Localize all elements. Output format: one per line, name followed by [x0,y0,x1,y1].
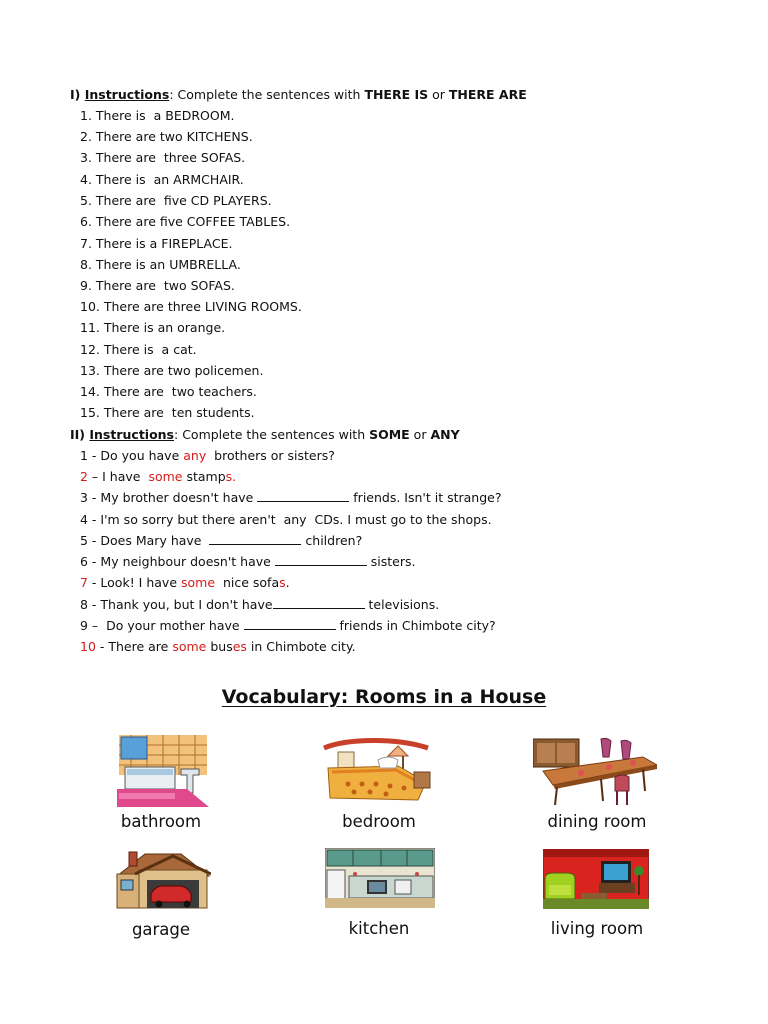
answer-blank[interactable] [275,554,367,566]
sentence-text: friends in Chimbote city? [335,618,496,633]
sentence-text: 3 - My brother doesn't have [80,490,258,505]
list-item [80,575,290,591]
room-label-kitchen: kitchen [348,919,410,938]
section-2-prefix: II) [70,427,90,442]
list-item: 6. There are five COFFEE TABLES. [80,214,291,229]
list-item: 12. There is a cat. [80,342,197,357]
answer-blank[interactable] [209,533,301,545]
list-item: 1. There is a BEDROOM. [80,108,235,123]
sentence-text: 1 - Do you have [80,448,184,463]
section-1-or: or [428,87,449,102]
list-item [80,639,356,655]
section-2-keyword-1: SOME [369,427,410,442]
sentence-text: televisions. [364,597,440,612]
section-1-label: Instructions [84,87,170,102]
list-item: 14. There are two teachers. [80,384,257,399]
answer-text: some [148,469,183,484]
list-item [80,554,416,570]
sentence-text: 8 - Thank you, but I don't have [80,597,273,612]
answer-text: any [183,448,207,463]
list-item [80,597,439,613]
sentence-text: sisters. [366,554,416,569]
answer-text: s. [225,469,237,484]
answer-blank[interactable] [273,597,365,609]
section-2-label: Instructions [89,427,175,442]
list-item: 13. There are two policemen. [80,363,264,378]
list-item [80,512,492,528]
list-item [80,618,496,634]
sentence-text: friends. Isn't it strange? [349,490,502,505]
room-label-bedroom: bedroom [342,812,416,831]
list-item: 5. There are five CD PLAYERS. [80,193,272,208]
garage-illustration [115,848,211,910]
section-2-keyword-2: ANY [430,427,460,442]
sentence-text: nice sofa [215,575,280,590]
living-room-illustration [543,849,649,909]
list-item [80,448,335,464]
kitchen-illustration [325,848,435,908]
list-item: 11. There is an orange. [80,320,226,335]
list-item: 8. There is an UMBRELLA. [80,257,241,272]
dining-room-illustration [533,737,657,807]
room-label-garage: garage [131,920,191,939]
list-item [80,469,236,485]
sentence-text: 4 - I'm so sorry but there aren't any CDs. I must go to the shops. [80,512,492,527]
bathroom-illustration [117,733,209,807]
list-item: 3. There are three SOFAS. [80,150,246,165]
answer-text: es [232,639,247,654]
item-number: 7 [80,575,88,590]
section-1-header [70,87,527,103]
section-1-keyword-2: THERE ARE [448,87,527,102]
answer-blank[interactable] [244,618,336,630]
section-1-keyword-1: THERE IS [364,87,429,102]
sentence-text: brothers or sisters? [206,448,335,463]
list-item: 15. There are ten students. [80,405,255,420]
sentence-text: stamp [182,469,226,484]
section-1-prefix: I) [70,87,85,102]
sentence-text: 9 – Do your mother have [80,618,244,633]
list-item: 7. There is a FIREPLACE. [80,236,233,251]
sentence-text: – I have [87,469,149,484]
room-label-bathroom: bathroom [120,812,202,831]
vocabulary-title-text: Vocabulary: Rooms in a House [221,686,547,708]
section-2-or: or [409,427,431,442]
room-label-living-room: living room [550,919,644,938]
answer-text: s [279,575,286,590]
section-1-text: : Complete the sentences with [169,87,365,102]
sentence-text: bus [206,639,233,654]
list-item [80,490,501,506]
section-2-header [70,427,460,443]
item-number: 10 [80,639,96,654]
sentence-text: - There are [95,639,173,654]
sentence-text: . [285,575,290,590]
bedroom-illustration [318,738,434,808]
list-item: 4. There is an ARMCHAIR. [80,172,244,187]
room-label-dining-room: dining room [547,812,647,831]
section-2-text: : Complete the sentences with [174,427,370,442]
answer-text: some [172,639,207,654]
list-item: 10. There are three LIVING ROOMS. [80,299,302,314]
list-item [80,533,362,549]
sentence-text: - Look! I have [87,575,181,590]
answer-text: some [180,575,216,590]
list-item: 9. There are two SOFAS. [80,278,235,293]
vocabulary-title [0,686,768,708]
answer-blank[interactable] [257,490,349,502]
sentence-text: children? [301,533,363,548]
sentence-text: 6 - My neighbour doesn't have [80,554,275,569]
sentence-text: in Chimbote city. [246,639,356,654]
sentence-text: 5 - Does Mary have [80,533,210,548]
item-number: 2 [80,469,88,484]
list-item: 2. There are two KITCHENS. [80,129,253,144]
